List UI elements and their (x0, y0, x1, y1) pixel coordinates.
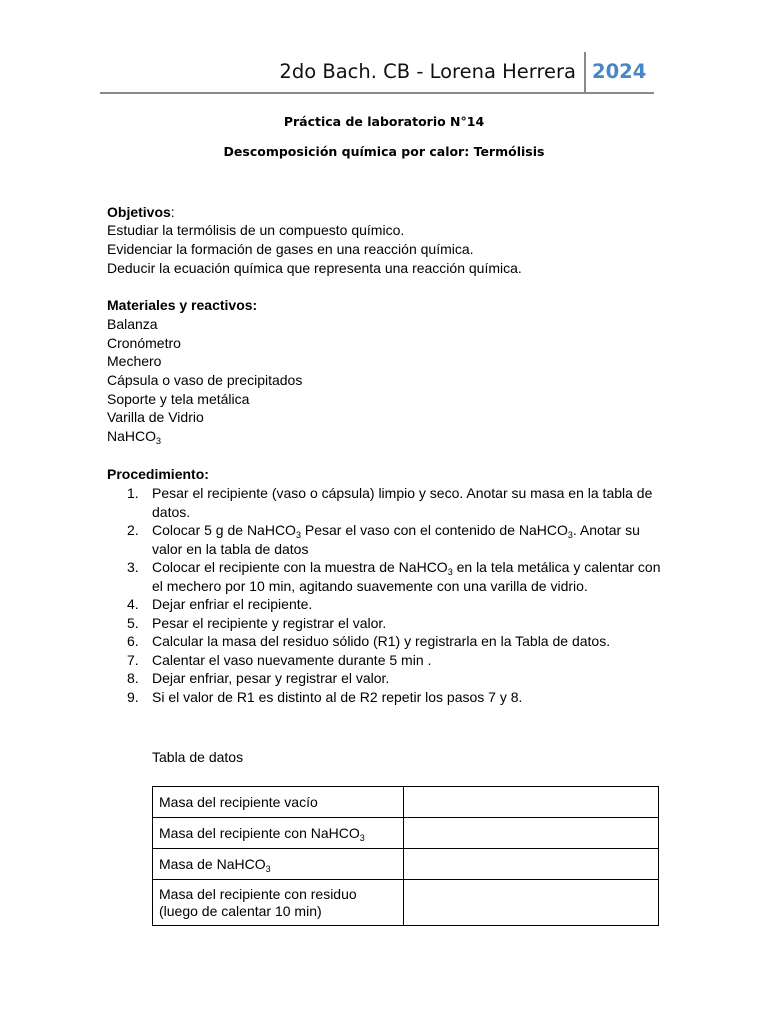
header-name: 2do Bach. CB - Lorena Herrera (279, 60, 576, 83)
table-caption: Tabla de datos (152, 749, 244, 765)
table-row (153, 880, 659, 926)
document-subtitle: Descomposición química por calor: Termólisis (223, 144, 545, 159)
page-header (100, 52, 654, 94)
header-year: 2024 (592, 60, 647, 83)
material-item: Cápsula o vaso de precipitados (107, 372, 303, 388)
material-item: Varilla de Vidrio (107, 409, 204, 425)
step-item: 5. Pesar el recipiente y registrar el valor. (127, 614, 387, 631)
table-cell-value[interactable] (404, 880, 659, 926)
material-item: Mechero (107, 353, 162, 369)
data-table (152, 786, 659, 926)
procedimiento-list (107, 484, 667, 706)
table-cell-value[interactable] (404, 818, 659, 849)
material-item: Cronómetro (107, 335, 181, 351)
step-item: 1. Pesar el recipiente (vaso o cápsula) limpio y seco. Anotar su masa en la tabla de datos. (127, 485, 653, 520)
header-separator (584, 52, 586, 92)
material-item: Balanza (107, 316, 158, 332)
step-item: 3. Colocar el recipiente con la muestra de NaHCO$_3$ en la tela metálica y calentar con el mechero por 10 min, agitando suavemente con una varilla de vidrio. (127, 559, 661, 594)
table-row (153, 787, 659, 818)
table-cell-label: Masa del recipiente vacío (153, 787, 404, 818)
step-item: 8. Dejar enfriar, pesar y registrar el valor. (127, 670, 390, 686)
objetivos-heading: Objetivos: (107, 204, 175, 220)
objetivo-item: Evidenciar la formación de gases en una reacción química. (107, 241, 474, 257)
material-item: Soporte y tela metálica (107, 391, 250, 407)
materiales-heading: Materiales y reactivos: (107, 297, 258, 313)
table-cell-value[interactable] (404, 849, 659, 880)
objetivo-item: Estudiar la termólisis de un compuesto químico. (107, 222, 405, 238)
objetivo-item: Deducir la ecuación química que representa una reacción química. (107, 260, 522, 276)
table-row (153, 818, 659, 849)
table-cell-label: Masa del recipiente con NaHCO$_3$ (153, 818, 404, 849)
table-row (153, 849, 659, 880)
table-cell-label: Masa del recipiente con residuo (luego de calentar 10 min) (153, 880, 404, 926)
procedimiento-heading: Procedimiento: (107, 466, 209, 482)
material-item-reactivo: NaHCO$_3$ (107, 428, 162, 446)
step-item: 2. Colocar 5 g de NaHCO$_3$ Pesar el vaso con el contenido de NaHCO$_3$. Anotar su valor en la tabla de datos (127, 522, 640, 557)
document-title: Práctica de laboratorio N°14 (283, 114, 485, 129)
table-cell-label: Masa de NaHCO$_3$ (153, 849, 404, 880)
table-cell-value[interactable] (404, 787, 659, 818)
step-item: 9. Si el valor de R1 es distinto al de R2 repetir los pasos 7 y 8. (127, 688, 523, 705)
step-item: 6. Calcular la masa del residuo sólido (R1) y registrarla en la Tabla de datos. (127, 633, 611, 649)
step-item: 7. Calentar el vaso nuevamente durante 5 min . (127, 651, 432, 668)
step-item: 4. Dejar enfriar el recipiente. (127, 596, 313, 612)
